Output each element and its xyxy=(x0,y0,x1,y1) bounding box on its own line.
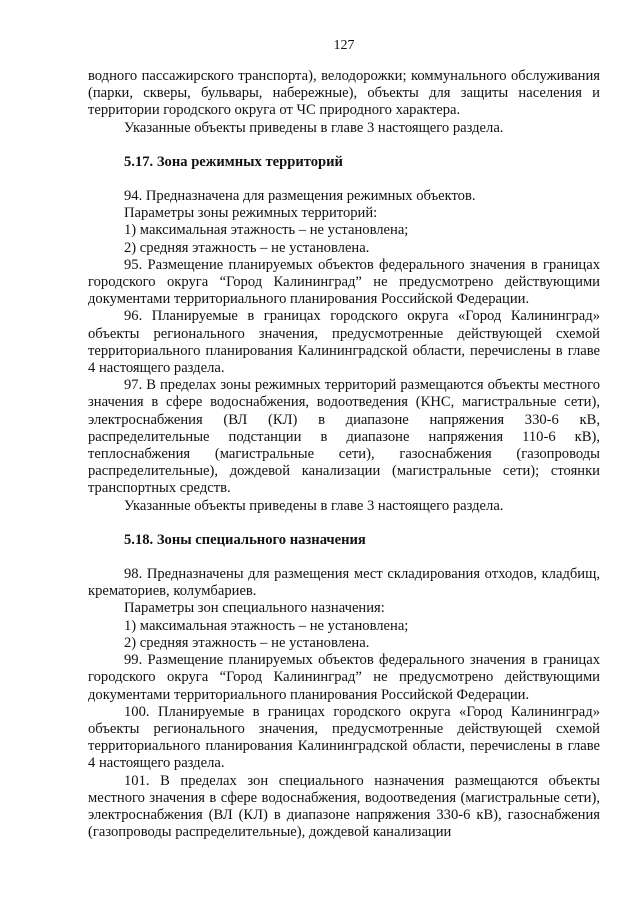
document-body xyxy=(88,68,600,841)
paragraph-95: 95. Размещение планируемых объектов федерального значения в границах городского округа “Город Калининград” не предусмотрено действующими документами территориального планирования Российской Федерации. xyxy=(88,256,600,308)
section-heading-5-17: 5.17. Зона режимных территорий xyxy=(124,153,343,170)
paragraph-reference-ch3: Указанные объекты приведены в главе 3 настоящего раздела. xyxy=(124,497,504,514)
paragraph-params-regime: Параметры зоны режимных территорий: xyxy=(124,205,378,222)
paragraph-101: 101. В пределах зон специального назначения размещаются объекты местного значения в сфере водоснабжения, водоотведения (магистральные сети), электроснабжения (ВЛ (КЛ) в диапазоне напряжения 330-6 кВ), газоснабжения (газопроводы распределительные), дождевой канализации xyxy=(88,772,600,841)
paragraph-params-special: Параметры зон специального назначения: xyxy=(124,600,385,617)
page-number: 127 xyxy=(333,38,355,53)
list-item-max-floors: 1) максимальная этажность – не установлена; xyxy=(124,222,409,239)
list-item-avg-floors: 2) средняя этажность – не установлена. xyxy=(124,239,370,256)
paragraph-continuation: водного пассажирского транспорта), велодорожки; коммунального обслуживания (парки, скверы, бульвары, набережные), объекты для защиты населения и территории городского округа от ЧС природного характера. xyxy=(88,68,600,119)
paragraph-98: 98. Предназначены для размещения мест складирования отходов, кладбищ, крематориев, колумбариев. xyxy=(88,566,600,600)
section-heading-5-18: 5.18. Зоны специального назначения xyxy=(124,531,366,548)
paragraph-99: 99. Размещение планируемых объектов федерального значения в границах городского округа “Город Калининград” не предусмотрено действующими документами территориального планирования Российской Федерации. xyxy=(88,652,600,703)
paragraph-94: 94. Предназначена для размещения режимных объектов. xyxy=(124,188,476,205)
paragraph-97: 97. В пределах зоны режимных территорий размещаются объекты местного значения в сфере водоснабжения, водоотведения (КНС, магистральные сети), электроснабжения (ВЛ (КЛ) в диапазоне напряжения 330-6 кВ, распределительные подстанции в диапазоне напряжения 110-6 кВ), теплоснабжения (магистральные сети), газоснабжения (газопроводы распределительные), дождевой канализации (магистральные сети); стоянки транспортных средств. xyxy=(88,377,600,497)
paragraph-96: 96. Планируемые в границах городского округа «Город Калининград» объекты регионального значения, предусмотренные действующей схемой территориального планирования Калининградской области, перечислены в главе 4 настоящего раздела. xyxy=(88,308,600,377)
paragraph-reference-ch3: Указанные объекты приведены в главе 3 настоящего раздела. xyxy=(124,119,504,136)
list-item-avg-floors: 2) средняя этажность – не установлена. xyxy=(124,634,370,651)
list-item-max-floors: 1) максимальная этажность – не установлена; xyxy=(124,617,409,634)
paragraph-100: 100. Планируемые в границах городского округа «Город Калининград» объекты регионального значения, предусмотренные действующей схемой территориального планирования Калининградской области, перечислены в главе 4 настоящего раздела. xyxy=(88,703,600,772)
